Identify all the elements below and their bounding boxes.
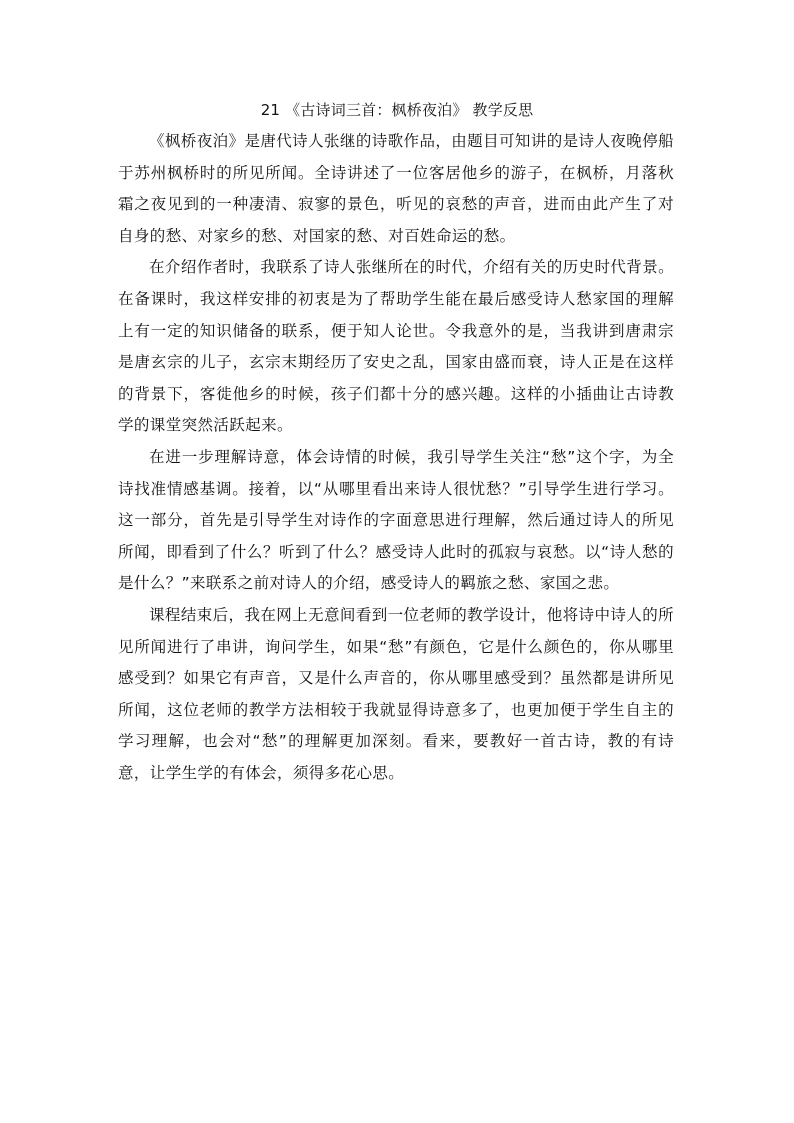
- paragraph-intro: 《枫桥夜泊》是唐代诗人张继的诗歌作品，由题目可知讲的是诗人夜晚停船于苏州枫桥时的所见所闻。全诗讲述了一位客居他乡的游子，在枫桥，月落秋霜之夜见到的一种凄清、寂寥的景色，听见的哀愁的声音，进而由此产生了对自身的愁、对家乡的愁、对国家的愁、对百姓命运的愁。: [118, 132, 674, 245]
- document-body: [118, 126, 674, 789]
- paragraph-reflection: 课程结束后，我在网上无意间看到一位老师的教学设计，他将诗中诗人的所见所闻进行了串讲，询问学生，如果“愁”有颜色，它是什么颜色的，你从哪里感受到？如果它有声音，又是什么声音的，你从哪里感受到？虽然都是讲所见所闻，这位老师的教学方法相较于我就显得诗意多了，也更加便于学生自主的学习理解，也会对“愁”的理解更加深刻。看来，要教好一首古诗，教的有诗意，让学生学的有体会，须得多花心思。: [118, 605, 674, 782]
- document-title: 21 《古诗词三首：枫桥夜泊》 教学反思: [260, 101, 534, 119]
- paragraph-poem-understanding: 在进一步理解诗意，体会诗情的时候，我引导学生关注“愁”这个字，为全诗找准情感基调。接着，以“从哪里看出来诗人很忧愁？”引导学生进行学习。这一部分，首先是引导学生对诗作的字面意思进行理解，然后通过诗人的所见所闻，即看到了什么？听到了什么？感受诗人此时的孤寂与哀愁。以“诗人愁的是什么？”来联系之前对诗人的介绍，感受诗人的羁旅之愁、家国之悲。: [118, 447, 674, 593]
- paragraph-author-background: 在介绍作者时，我联系了诗人张继所在的时代，介绍有关的历史时代背景。在备课时，我这样安排的初衷是为了帮助学生能在最后感受诗人愁家国的理解上有一定的知识储备的联系，便于知人论世。令我意外的是，当我讲到唐肃宗是唐玄宗的儿子，玄宗末期经历了安史之乱，国家由盛而衰，诗人正是在这样的背景下，客徙他乡的时候，孩子们都十分的感兴趣。这样的小插曲让古诗教学的课堂突然活跃起来。: [118, 258, 674, 435]
